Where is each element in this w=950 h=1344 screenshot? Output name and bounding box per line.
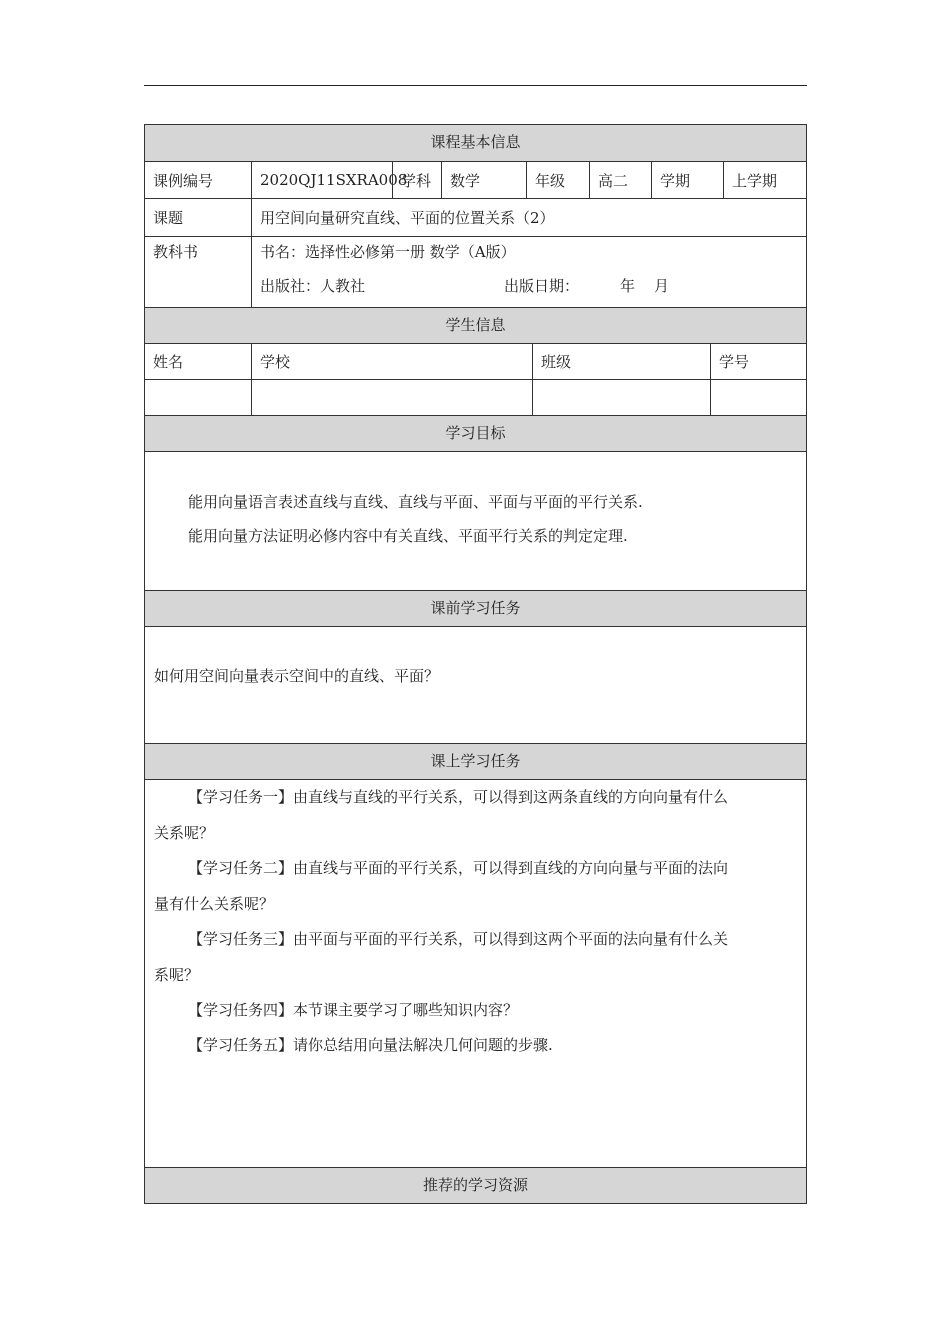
month-label: 月 — [654, 277, 670, 295]
class-label: 班级 — [532, 344, 710, 379]
name-label: 姓名 — [153, 353, 184, 371]
publisher: 出版社：人教社 — [260, 277, 366, 295]
grade-label: 年级 — [526, 162, 589, 198]
grade-value: 高二 — [589, 162, 651, 198]
in-class-body — [145, 779, 806, 1167]
topic-row — [145, 198, 806, 236]
code-value: 2020QJ11SXRA008 — [251, 162, 392, 198]
task-3-line-2: 系呢？ — [154, 966, 200, 984]
term-label: 学期 — [651, 162, 723, 198]
subject-value: 数学 — [441, 162, 526, 198]
task-1-line-1: 【学习任务一】由直线与直线的平行关系，可以得到这两条直线的方向向量有什么 — [188, 788, 729, 806]
lesson-table — [144, 124, 807, 1204]
year-label: 年 — [620, 277, 636, 295]
book-name: 书名：选择性必修第一册 数学（A版） — [260, 243, 516, 261]
id-input[interactable] — [710, 380, 806, 415]
pre-class-body — [145, 626, 806, 743]
task-1-line-2: 关系呢？ — [154, 824, 215, 842]
student-input-row — [145, 379, 806, 415]
school-input[interactable] — [251, 380, 532, 415]
topic-value: 用空间向量研究直线、平面的位置关系（2） — [251, 199, 806, 236]
task-5: 【学习任务五】请你总结用向量法解决几何问题的步骤. — [188, 1036, 553, 1054]
task-2-line-2: 量有什么关系呢？ — [154, 895, 275, 913]
objectives-header: 学习目标 — [145, 415, 806, 451]
resources-header: 推荐的学习资源 — [145, 1167, 806, 1203]
class-input[interactable] — [532, 380, 710, 415]
school-label: 学校 — [251, 344, 532, 379]
student-info-header: 学生信息 — [145, 307, 806, 343]
objectives-body — [145, 451, 806, 590]
textbook-row — [145, 236, 806, 307]
objective-item: 能用向量方法证明必修内容中有关直线、平面平行关系的判定定理. — [188, 527, 628, 545]
task-4: 【学习任务四】本节课主要学习了哪些知识内容？ — [188, 1001, 519, 1019]
pre-class-text: 如何用空间向量表示空间中的直线、平面？ — [154, 667, 440, 685]
term-value: 上学期 — [723, 162, 806, 198]
textbook-info — [251, 237, 806, 307]
publish-date-label: 出版日期： — [504, 277, 580, 295]
id-label: 学号 — [710, 344, 806, 379]
objective-item: 能用向量语言表述直线与直线、直线与平面、平面与平面的平行关系. — [188, 493, 643, 511]
student-label-row — [145, 343, 806, 379]
code-label: 课例编号 — [153, 171, 214, 190]
task-2-line-1: 【学习任务二】由直线与平面的平行关系，可以得到直线的方向向量与平面的法向 — [188, 859, 729, 877]
course-code-row — [145, 161, 806, 198]
topic-label: 课题 — [153, 209, 184, 227]
name-input[interactable] — [145, 380, 251, 415]
top-rule — [144, 85, 807, 86]
task-3-line-1: 【学习任务三】由平面与平面的平行关系，可以得到这两个平面的法向量有什么关 — [188, 930, 729, 948]
pre-class-header: 课前学习任务 — [145, 590, 806, 626]
subject-label: 学科 — [392, 162, 441, 198]
course-info-header: 课程基本信息 — [145, 125, 806, 161]
in-class-header: 课上学习任务 — [145, 743, 806, 779]
textbook-label: 教科书 — [153, 243, 199, 261]
